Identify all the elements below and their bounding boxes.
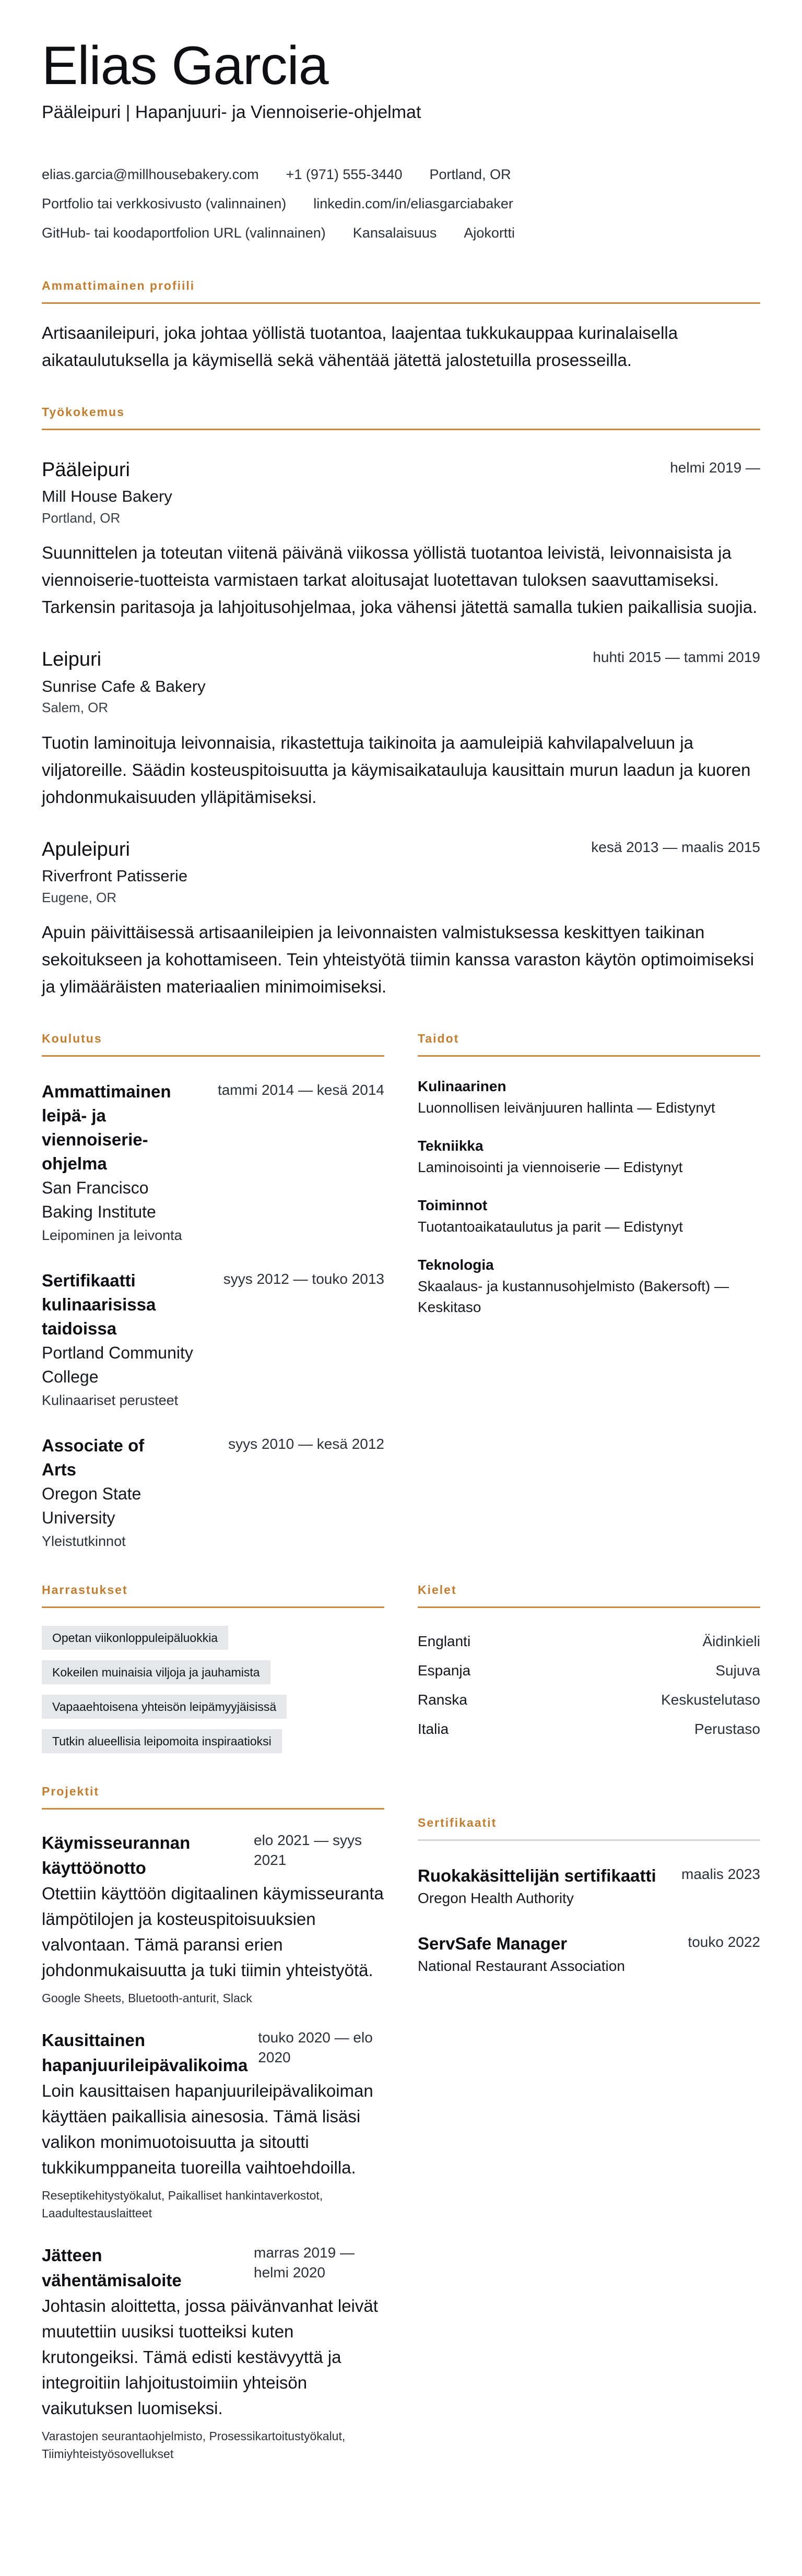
- section-title-languages: Kielet: [418, 1583, 760, 1608]
- languages-section: [418, 1583, 760, 1753]
- linkedin-link[interactable]: linkedin.com/in/eliasgarciabaker: [313, 195, 513, 211]
- project-title: Jätteen vähentämisaloite: [42, 2246, 182, 2290]
- skill-value: Skaalaus- ja kustannusohjelmisto (Bakersoft) — Keskitaso: [418, 1278, 729, 1316]
- language-level: Äidinkieli: [702, 1633, 760, 1650]
- skill-value: Luonnollisen leivänjuuren hallinta — Edistynyt: [418, 1100, 715, 1116]
- contact-row-links: [42, 189, 760, 218]
- interests-languages-row: [42, 1583, 760, 1753]
- section-title-profile: Ammattimainen profiili: [42, 279, 760, 304]
- skill-entry: [418, 1077, 760, 1118]
- project-description: Loin kausittaisen hapanjuurileipävalikoiman käyttäen paikallisia ainesosia. Tämä lisäsi valikon monimuotoisuutta ja sitoutti tukkikumppaneita tuoreilla vaihtoehdoilla.: [42, 2081, 373, 2178]
- projects-certifications-row: [42, 1785, 760, 2463]
- language-row: [418, 1685, 760, 1715]
- education-school: Oregon State University: [42, 1484, 141, 1528]
- project-entry: [42, 1830, 384, 2007]
- language-name: Englanti: [418, 1633, 471, 1650]
- location-text: Portland, OR: [429, 166, 511, 182]
- education-school: Portland Community College: [42, 1343, 193, 1387]
- job-entry: [42, 457, 760, 621]
- interest-chip: Vapaaehtoisena yhteisön leipämyyjäisissä: [42, 1695, 287, 1719]
- github-link[interactable]: GitHub- tai koodaportfolion URL (valinnainen): [42, 224, 326, 241]
- language-name: Espanja: [418, 1662, 471, 1679]
- education-field: Yleistutkinnot: [42, 1533, 126, 1550]
- project-tech: Google Sheets, Bluetooth-anturit, Slack: [42, 1991, 252, 2005]
- skill-category: Tekniikka: [418, 1138, 483, 1154]
- education-field: Leipominen ja leivonta: [42, 1227, 182, 1244]
- project-entry: [42, 2243, 384, 2463]
- project-title: Kausittainen hapanjuurileipävalikoima: [42, 2030, 248, 2075]
- project-tech: Varastojen seurantaohjelmisto, Prosessikartoitustyökalut, Tiimiyhteistyösovellukset: [42, 2429, 346, 2461]
- project-date: elo 2021 — syys 2021: [254, 1832, 362, 1869]
- language-level: Keskustelutaso: [661, 1692, 760, 1708]
- project-description: Johtasin aloittetta, jossa päivänvanhat leivät muutettiin uusiksi tuotteiksi kuten krutongeiksi. Tämä edisti kestävyyttä ja integroitiin lahjoitustoimiin yhteisön vaikutuksen luomiseksi.: [42, 2296, 378, 2418]
- projects-section: [42, 1785, 384, 2463]
- interest-chip: Tutkin alueellisia leipomoita inspiraatioksi: [42, 1729, 282, 1753]
- project-description: Otettiin käyttöön digitaalinen käymisseuranta lämpötilojen ja kosteuspitoisuuksien valvontaan. Tämä paransi erien johdonmukaisuutta ja tuki tiimin yhteistyötä.: [42, 1884, 384, 1980]
- education-degree: Ammattimainen leipä- ja viennoiserie-ohjelma: [42, 1082, 171, 1174]
- education-date: syys 2012 — touko 2013: [223, 1271, 384, 1287]
- education-date: tammi 2014 — kesä 2014: [217, 1082, 384, 1098]
- portfolio-link[interactable]: Portfolio tai verkkosivusto (valinnainen): [42, 195, 287, 211]
- section-title-skills: Taidot: [418, 1032, 760, 1057]
- education-school: San Francisco Baking Institute: [42, 1178, 156, 1222]
- education-date: syys 2010 — kesä 2012: [228, 1436, 384, 1452]
- contact-row-primary: [42, 160, 760, 189]
- certification-issuer: National Restaurant Association: [418, 1958, 625, 1975]
- project-date: touko 2020 — elo 2020: [258, 2029, 373, 2066]
- email-link[interactable]: elias.garcia@millhousebakery.com: [42, 166, 259, 182]
- phone-link[interactable]: +1 (971) 555-3440: [286, 166, 403, 182]
- skill-entry: [418, 1255, 760, 1318]
- experience-section: [42, 405, 760, 1000]
- language-row: [418, 1715, 760, 1744]
- education-entry: [42, 1269, 384, 1411]
- section-title-interests: Harrastukset: [42, 1583, 384, 1608]
- contact-block: [42, 160, 760, 247]
- job-description: Suunnittelen ja toteutan viitenä päivänä viikossa yöllistä tuotantoa leivistä, leivonnaisista ja viennoiserie-tuotteista varmistaen tarkat aloitusajat luotettavan tuloksen saavuttamiseksi. Tarkensin paritasoja ja lahjoitusohjelmaa, joka vähensi jätettä samalla tukien paikallisia suojia.: [42, 543, 758, 617]
- job-entry: [42, 647, 760, 810]
- interest-chip-list: [42, 1626, 384, 1753]
- skill-category: Teknologia: [418, 1257, 494, 1273]
- language-list: [418, 1627, 760, 1744]
- certification-date: touko 2022: [688, 1934, 760, 1951]
- language-row: [418, 1656, 760, 1685]
- skill-entry: [418, 1196, 760, 1237]
- education-entry: [42, 1080, 384, 1246]
- certification-name: ServSafe Manager: [418, 1934, 568, 1954]
- job-date: huhti 2015 — tammi 2019: [593, 649, 760, 666]
- skill-category: Toiminnot: [418, 1197, 488, 1214]
- certification-entry: [418, 1932, 760, 1977]
- skills-section: [418, 1032, 760, 1552]
- job-location: Salem, OR: [42, 700, 109, 716]
- education-skills-row: [42, 1032, 760, 1552]
- contact-row-extra: [42, 218, 760, 247]
- interests-section: [42, 1583, 384, 1753]
- profile-section: [42, 279, 760, 374]
- job-company: Sunrise Cafe & Bakery: [42, 677, 206, 695]
- job-date: kesä 2013 — maalis 2015: [591, 838, 760, 855]
- certification-date: maalis 2023: [681, 1866, 760, 1883]
- project-title: Käymisseurannan käyttöönotto: [42, 1833, 191, 1878]
- section-title-projects: Projektit: [42, 1785, 384, 1810]
- resume-header: [42, 38, 760, 247]
- language-level: Perustaso: [694, 1721, 760, 1738]
- language-name: Ranska: [418, 1692, 467, 1708]
- job-title: Apuleipuri: [42, 838, 130, 860]
- certifications-section: [418, 1785, 760, 2463]
- section-title-experience: Työkokemus: [42, 405, 760, 430]
- skill-category: Kulinaarinen: [418, 1078, 506, 1095]
- job-description: Tuotin laminoituja leivonnaisia, rikastettuja taikinoita ja aamuleipiä kahvilapalveluun ja viljatoreille. Säädin kosteuspitoisuutta ja käymisaikatauluja kausittain murun laadun ja kuoren johdonmukaisuuden ylläpitämiseksi.: [42, 732, 751, 807]
- education-degree: Associate of Arts: [42, 1436, 145, 1480]
- profile-summary: Artisaanileipuri, joka johtaa yöllistä tuotantoa, laajentaa tukkukauppaa kurinalaisella aikataulutuksella ja käymisellä sekä vähentää jätettä jalostetuilla prosesseilla.: [42, 323, 678, 370]
- skill-value: Laminoisointi ja viennoiserie — Edistynyt: [418, 1159, 683, 1176]
- skill-value: Tuotantoaikataulutus ja parit — Edistynyt: [418, 1219, 683, 1235]
- section-title-certifications: Sertifikaatit: [418, 1816, 760, 1841]
- certification-entry: [418, 1864, 760, 1909]
- job-title: Pääleipuri: [42, 458, 130, 481]
- section-title-education: Koulutus: [42, 1032, 384, 1057]
- job-location: Portland, OR: [42, 510, 121, 526]
- project-entry: [42, 2028, 384, 2222]
- job-title: Leipuri: [42, 648, 102, 671]
- education-entry: [42, 1434, 384, 1552]
- drivers-license-text: Ajokortti: [464, 224, 515, 241]
- job-entry: [42, 837, 760, 1000]
- skill-entry: [418, 1136, 760, 1178]
- education-section: [42, 1032, 384, 1552]
- job-description: Apuin päivittäisessä artisaanileipien ja leivonnaisten valmistuksessa keskittyen taikinan sekoitukseen ja kohottamiseen. Tein yhteistyötä tiimin kanssa varaston käytön optimoimiseksi ja ylimääräisten materiaalien minimoimiseksi.: [42, 923, 754, 997]
- language-row: [418, 1627, 760, 1656]
- language-level: Sujuva: [715, 1662, 760, 1679]
- job-date: helmi 2019 —: [670, 459, 760, 476]
- job-company: Riverfront Patisserie: [42, 867, 188, 885]
- project-date: marras 2019 — helmi 2020: [254, 2244, 355, 2281]
- project-tech: Reseptikehitystyökalut, Paikalliset hankintaverkostot, Laadultestauslaitteet: [42, 2189, 323, 2220]
- certification-issuer: Oregon Health Authority: [418, 1890, 574, 1907]
- interest-chip: Kokeilen muinaisia viljoja ja jauhamista: [42, 1660, 270, 1684]
- language-name: Italia: [418, 1721, 449, 1738]
- citizenship-text: Kansalaisuus: [352, 224, 437, 241]
- education-degree: Sertifikaatti kulinaarisissa taidoissa: [42, 1271, 156, 1339]
- education-field: Kulinaariset perusteet: [42, 1392, 179, 1409]
- certification-name: Ruokakäsittelijän sertifikaatti: [418, 1866, 656, 1886]
- interest-chip: Opetan viikonloppuleipäluokkia: [42, 1626, 228, 1650]
- candidate-headline: Pääleipuri | Hapanjuuri- ja Viennoiserie-ohjelmat: [42, 102, 421, 123]
- job-location: Eugene, OR: [42, 889, 117, 905]
- candidate-name: Elias Garcia: [42, 36, 328, 96]
- job-company: Mill House Bakery: [42, 487, 172, 506]
